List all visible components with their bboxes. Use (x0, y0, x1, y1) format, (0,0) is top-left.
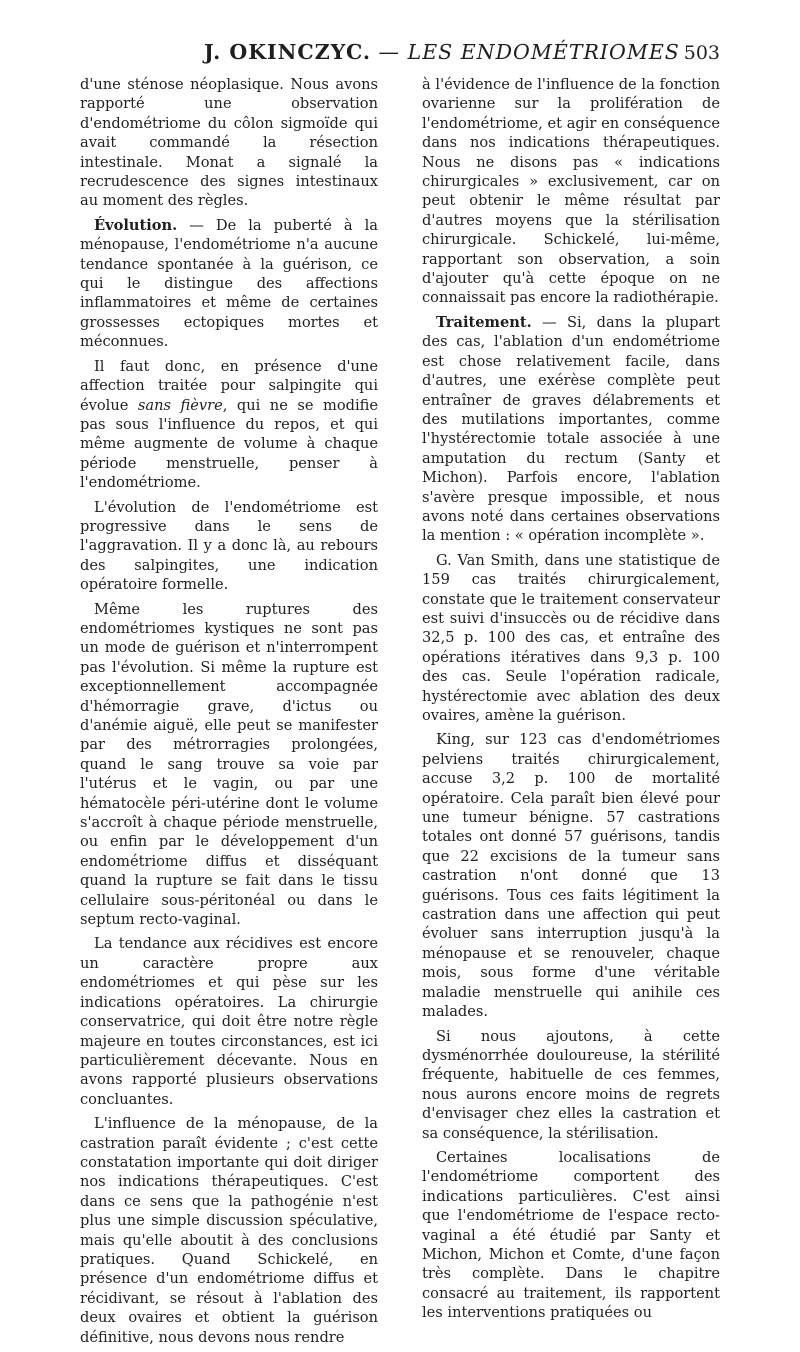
paragraph: Si nous ajoutons, à cette dysménorrhée douloureuse, la stérilité fréquente, habituelle de ces femmes, nous aurons encore moins de regrets d'envisager chez elles la castration et sa conséquence, la stérilisation. (422, 1027, 720, 1142)
running-title-separator: — (371, 40, 408, 64)
paragraph-evolution (80, 216, 378, 352)
paragraph-text: Il faut donc, en présence d'une affection traitée pour salpingite qui évolue (80, 357, 378, 414)
running-title-author: J. OKINCZYC. (204, 40, 372, 64)
paragraph: La tendance aux récidives est encore un caractère propre aux endométriomes et qui pèse sur les indications opératoires. La chirurgie conservatrice, qui doit être notre règle majeure en toutes circonstances, est ici particulièrement décevante. Nous en avons rapporté plusieurs observations concluantes. (80, 935, 378, 1108)
paragraph: Même les ruptures des endométriomes kystiques ne sont pas un mode de guérison et n'interrompent pas l'évolution. Si même la rupture est exceptionnellement accompagnée d'hémorragie grave, d'ictus ou d'anémie aiguë, elle peut se manifester par des métrorragies prolongées, quand le sang trouve sa voie par l'utérus et le vagin, ou par une hématocèle péri-utérine dont le volume s'accroît à chaque période menstruelle, ou enfin par le développement d'un endométriome diffus et disséquant quand la rupture se fait dans le tissu cellulaire sous-péritonéal ou dans le septum recto-vaginal. (80, 600, 378, 929)
paragraph-text: , qui ne se modifie pas sous l'influence du repos, et qui même augmente de volume à chaque période menstruelle, penser à l'endométriome. (80, 396, 378, 492)
page-number: 503 (683, 42, 720, 64)
paragraph-text: — Si, dans la plupart des cas, l'ablation d'un endométriome est chose relativement facile, dans d'autres, une exérèse complète peut entraîner de graves délabrements et des mutilations importantes, comme l'hystérectomie totale associée à une amputation du rectum (Santy et Michon). Parfois encore, l'ablation s'avère presque impossible, et nous avons noté dans certaines observations la mention : « opération incomplète ». (422, 313, 720, 545)
paragraph (80, 357, 378, 493)
running-title (204, 40, 680, 64)
paragraph: King, sur 123 cas d'endométriomes pelviens traités chirurgicalement, accuse 3,2 p. 100 de mortalité opératoire. Cela paraît bien élevé pour une tumeur bénigne. 57 castrations totales ont donné 57 guérisons, tandis que 22 excisions de la tumeur sans castration n'ont donné que 13 guérisons. Tous ces faits légitiment la castration dans une affection qui peut évoluer sans interruption jusqu'à la ménopause et se renouveler, chaque mois, sous forme d'une véritable maladie menstruelle qui anihile ces malades. (422, 731, 720, 1021)
section-heading-evolution: Évolution. (94, 216, 178, 234)
paragraph: d'une sténose néoplasique. Nous avons rapporté une observation d'endométriome du côlon sigmoïde qui avait commandé la résection intestinale. Monat a signalé la recrudescence des signes intestinaux au moment des règles. (80, 76, 378, 210)
paragraph: G. Van Smith, dans une statistique de 159 cas traités chirurgicalement, constate que le traitement conservateur est suivi d'insuccès ou de récidive dans 32,5 p. 100 des cas, et entraîne des opérations itératives dans 9,3 p. 100 des cas. Seule l'opération radicale, hystérectomie avec ablation des deux ovaires, amène la guérison. (422, 551, 720, 724)
paragraph: Certaines localisations de l'endométriome comportent des indications particulières. C'est ainsi que l'endométriome de l'espace recto-vaginal a été étudié par Santy et Michon, Michon et Comte, d'une façon très complète. Dans le chapitre consacré au traitement, ils rapportent les interventions pratiquées ou (422, 1148, 720, 1322)
paragraph-traitement (422, 313, 720, 546)
emphasis-text: sans fièvre (137, 396, 223, 414)
paragraph-text: — De la puberté à la ménopause, l'endométriome n'a aucune tendance spontanée à la guérison, ce qui le distingue des affections inflammatoires et même de certaines grossesses ectopiques mortes et méconnues. (80, 216, 378, 351)
right-column (422, 75, 720, 1328)
section-heading-traitement: Traitement. (436, 313, 532, 331)
running-title-text: LES ENDOMÉTRIOMES (407, 40, 680, 64)
paragraph: L'évolution de l'endométriome est progressive dans le sens de l'aggravation. Il y a donc là, au rebours des salpingites, une indication opératoire formelle. (80, 498, 378, 594)
paragraph: L'influence de la ménopause, de la castration paraît évidente ; c'est cette constatation importante qui doit diriger nos indications thérapeutiques. C'est dans ce sens que la pathogénie n'est plus une simple discussion spéculative, mais qu'elle aboutit à des conclusions pratiques. Quand Schickelé, en présence d'un endométriome diffus et récidivant, se résout à l'ablation des deux ovaires et obtient la guérison définitive, nous devons nous rendre (80, 1115, 378, 1346)
page-header (80, 38, 720, 72)
paragraph: à l'évidence de l'influence de la fonction ovarienne sur la prolifération de l'endométriome, et agir en conséquence dans nos indications thérapeutiques. Nous ne disons pas « indications chirurgicales » exclusivement, car on peut obtenir le même résultat par d'autres moyens que la stérilisation chirurgicale. Schickelé, lui-même, rapportant son observation, a soin d'ajouter qu'à cette époque on ne connaissait pas encore la radiothérapie. (422, 76, 720, 307)
left-column (80, 75, 378, 1352)
